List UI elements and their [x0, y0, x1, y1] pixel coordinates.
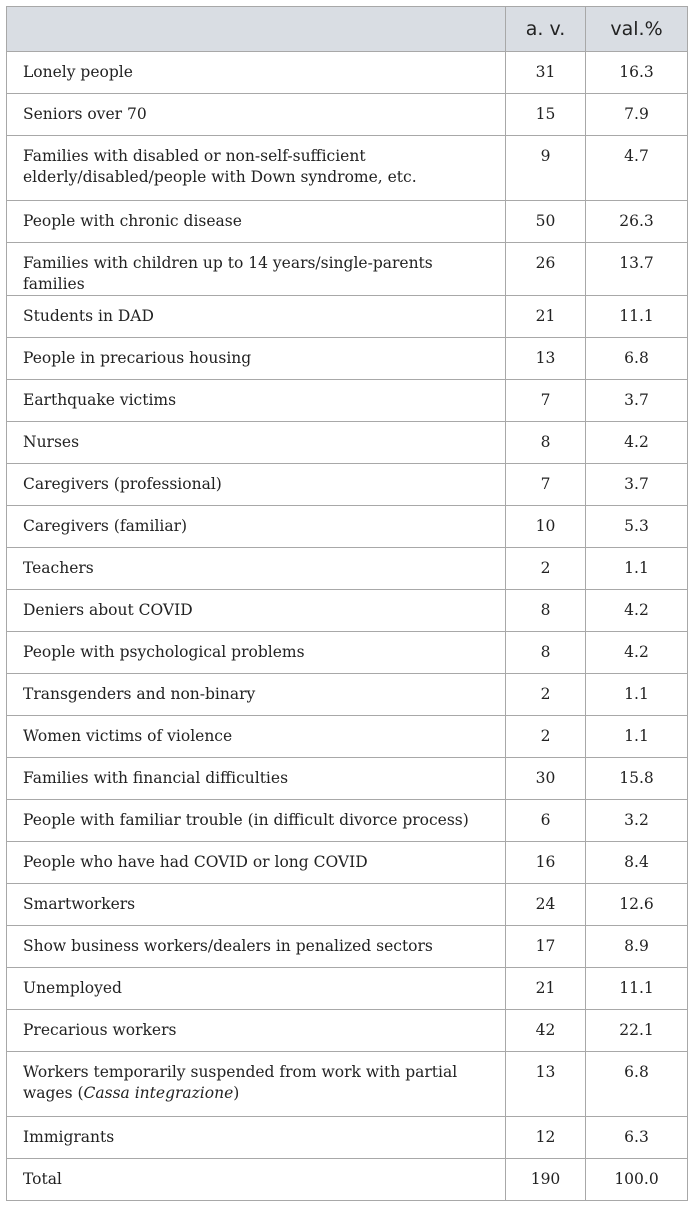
row-label: Caregivers (professional): [7, 464, 506, 506]
table-row: [7, 52, 688, 94]
row-percentage: 1.1: [586, 716, 688, 758]
row-absolute-value: 2: [506, 674, 586, 716]
row-absolute-value: 10: [506, 506, 586, 548]
row-label: Nurses: [7, 422, 506, 464]
table-row: [7, 1010, 688, 1052]
row-label: People with chronic disease: [7, 201, 506, 243]
row-percentage: 16.3: [586, 52, 688, 94]
row-absolute-value: 50: [506, 201, 586, 243]
total-percentage: 100.0: [586, 1159, 688, 1201]
row-label: People who have had COVID or long COVID: [7, 842, 506, 884]
row-label: Families with disabled or non-self-sufficient elderly/disabled/people with Down syndrome, etc.: [7, 136, 506, 201]
table-row: [7, 716, 688, 758]
row-percentage: 4.2: [586, 590, 688, 632]
row-label: Families with financial difficulties: [7, 758, 506, 800]
table-row: [7, 506, 688, 548]
row-absolute-value: 31: [506, 52, 586, 94]
row-label: Transgenders and non-binary: [7, 674, 506, 716]
row-label: People with psychological problems: [7, 632, 506, 674]
table-row: [7, 926, 688, 968]
table-row: [7, 758, 688, 800]
table-row: [7, 464, 688, 506]
row-absolute-value: 8: [506, 632, 586, 674]
row-label: [7, 1052, 506, 1117]
header-percentage: val.%: [586, 7, 688, 52]
row-label: Students in DAD: [7, 296, 506, 338]
row-label: Women victims of violence: [7, 716, 506, 758]
total-label: Total: [7, 1159, 506, 1201]
row-percentage: 4.7: [586, 136, 688, 201]
row-absolute-value: 7: [506, 380, 586, 422]
table-row: [7, 338, 688, 380]
table-row: [7, 136, 688, 201]
table-row: [7, 674, 688, 716]
row-absolute-value: 9: [506, 136, 586, 201]
row-absolute-value: 8: [506, 422, 586, 464]
row-absolute-value: 12: [506, 1117, 586, 1159]
row-absolute-value: 26: [506, 243, 586, 296]
table-row: [7, 1052, 688, 1117]
row-label: Show business workers/dealers in penalized sectors: [7, 926, 506, 968]
row-label-italic: Cassa integrazione: [83, 1084, 234, 1102]
row-percentage: 4.2: [586, 422, 688, 464]
data-table: [6, 6, 688, 1201]
row-label: People in precarious housing: [7, 338, 506, 380]
row-percentage: 6.8: [586, 338, 688, 380]
row-percentage: 22.1: [586, 1010, 688, 1052]
header-absolute-value: a. v.: [506, 7, 586, 52]
table-row: [7, 94, 688, 136]
table-row: [7, 1117, 688, 1159]
table-row: [7, 296, 688, 338]
table-row: [7, 548, 688, 590]
row-percentage: 4.2: [586, 632, 688, 674]
table-row: [7, 842, 688, 884]
row-absolute-value: 6: [506, 800, 586, 842]
row-label: Smartworkers: [7, 884, 506, 926]
row-percentage: 5.3: [586, 506, 688, 548]
row-absolute-value: 2: [506, 716, 586, 758]
row-label: Families with children up to 14 years/single-parents families: [7, 243, 506, 296]
row-label: Seniors over 70: [7, 94, 506, 136]
table-row: [7, 884, 688, 926]
row-percentage: 11.1: [586, 296, 688, 338]
row-absolute-value: 21: [506, 296, 586, 338]
row-percentage: 6.3: [586, 1117, 688, 1159]
row-absolute-value: 42: [506, 1010, 586, 1052]
table-row: [7, 422, 688, 464]
row-percentage: 26.3: [586, 201, 688, 243]
row-label-text: Workers temporarily suspended from work with partial wages (: [23, 1063, 458, 1102]
row-label: Earthquake victims: [7, 380, 506, 422]
table-row: [7, 243, 688, 296]
row-label-end: ): [233, 1084, 240, 1102]
row-absolute-value: 13: [506, 338, 586, 380]
row-percentage: 3.2: [586, 800, 688, 842]
total-row: [7, 1159, 688, 1201]
row-absolute-value: 7: [506, 464, 586, 506]
row-absolute-value: 16: [506, 842, 586, 884]
table-row: [7, 380, 688, 422]
row-absolute-value: 15: [506, 94, 586, 136]
row-label: People with familiar trouble (in difficult divorce process): [7, 800, 506, 842]
row-percentage: 3.7: [586, 464, 688, 506]
row-label: Precarious workers: [7, 1010, 506, 1052]
row-label: Deniers about COVID: [7, 590, 506, 632]
row-label: Immigrants: [7, 1117, 506, 1159]
row-percentage: 8.9: [586, 926, 688, 968]
row-absolute-value: 17: [506, 926, 586, 968]
table-row: [7, 800, 688, 842]
table-row: [7, 590, 688, 632]
total-absolute-value: 190: [506, 1159, 586, 1201]
row-percentage: 11.1: [586, 968, 688, 1010]
row-label: Caregivers (familiar): [7, 506, 506, 548]
row-percentage: 1.1: [586, 548, 688, 590]
row-label: Unemployed: [7, 968, 506, 1010]
row-absolute-value: 8: [506, 590, 586, 632]
table-row: [7, 201, 688, 243]
row-percentage: 7.9: [586, 94, 688, 136]
table-row: [7, 632, 688, 674]
row-percentage: 3.7: [586, 380, 688, 422]
row-percentage: 1.1: [586, 674, 688, 716]
row-absolute-value: 13: [506, 1052, 586, 1117]
header-category: [7, 7, 506, 52]
table-row: [7, 968, 688, 1010]
row-label: Lonely people: [7, 52, 506, 94]
row-percentage: 6.8: [586, 1052, 688, 1117]
header-row: [7, 7, 688, 52]
row-percentage: 15.8: [586, 758, 688, 800]
row-absolute-value: 21: [506, 968, 586, 1010]
row-percentage: 12.6: [586, 884, 688, 926]
row-label: Teachers: [7, 548, 506, 590]
row-percentage: 13.7: [586, 243, 688, 296]
row-percentage: 8.4: [586, 842, 688, 884]
row-absolute-value: 2: [506, 548, 586, 590]
row-absolute-value: 30: [506, 758, 586, 800]
row-absolute-value: 24: [506, 884, 586, 926]
